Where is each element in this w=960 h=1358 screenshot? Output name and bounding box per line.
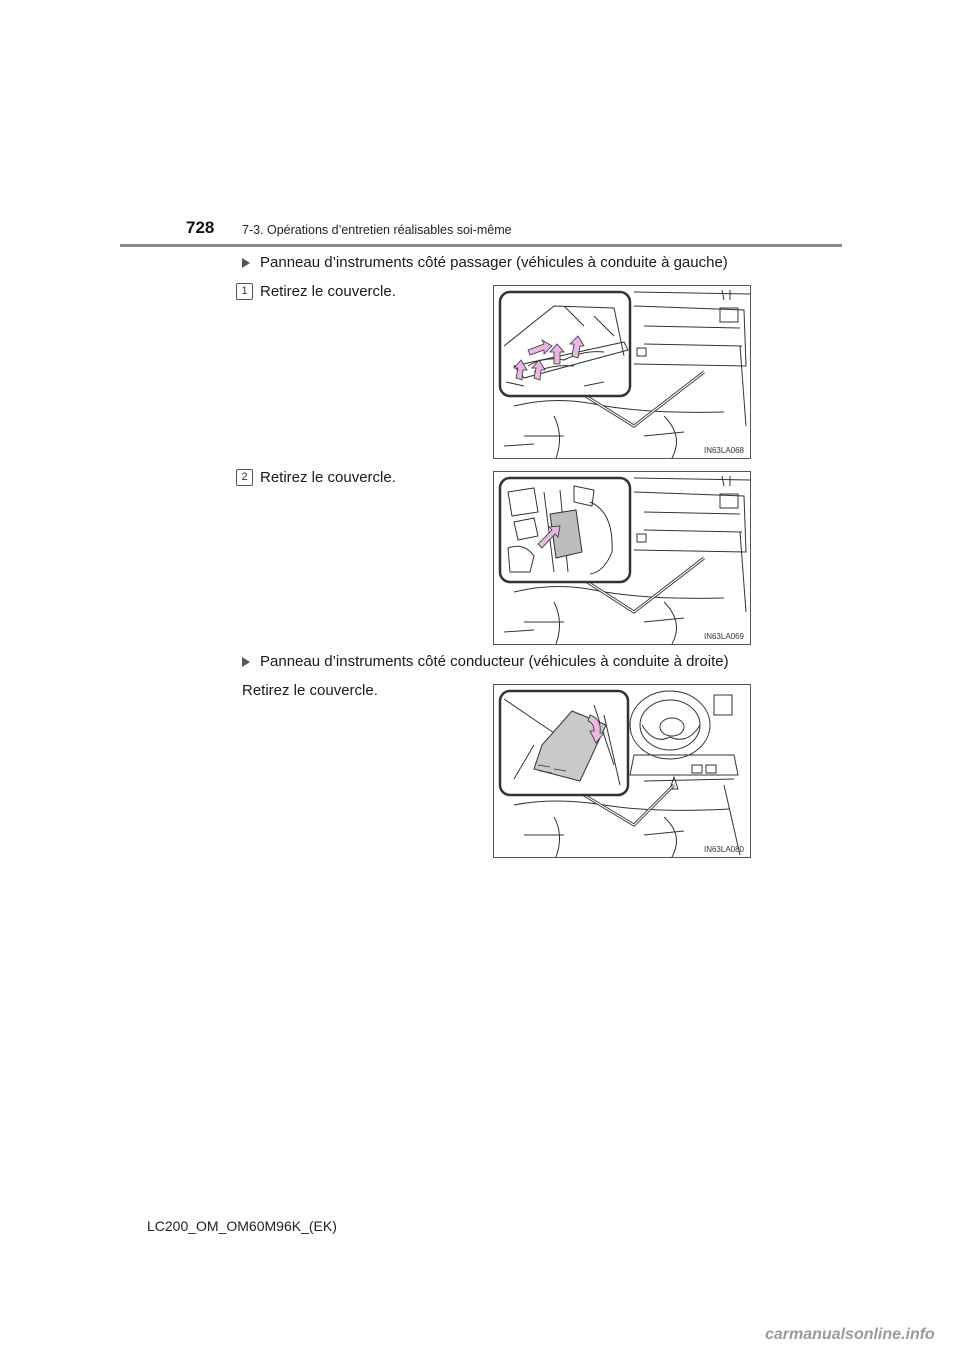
figure-passenger-cover-2 [493,471,751,645]
dashboard-illustration [494,685,750,857]
section-heading-text: Panneau d’instruments côté passager (véhicules à conduite à gauche) [260,254,728,271]
figure-passenger-cover-1 [493,285,751,459]
triangle-bullet-icon [242,258,250,268]
triangle-bullet-icon [242,657,250,667]
figure-code: IN63LA068 [703,446,744,455]
section-heading-passenger [242,254,728,271]
dashboard-illustration [494,286,750,458]
section-title: 7-3. Opérations d’entretien réalisables soi-même [242,223,512,237]
step-text-1: Retirez le couvercle. [260,283,396,300]
section-heading-driver [242,653,729,670]
step-number-1: 1 [236,283,253,300]
footer-document-code: LC200_OM_OM60M96K_(EK) [147,1218,337,1234]
step-number-2: 2 [236,469,253,486]
figure-code: IN63LA069 [703,632,744,641]
step-text-2: Retirez le couvercle. [260,469,396,486]
step-text-driver: Retirez le couvercle. [242,682,378,699]
dashboard-illustration [494,472,750,644]
figure-code: IN63LA080 [703,845,744,854]
page-number: 728 [186,218,215,237]
header-rule [120,244,842,247]
watermark: carmanualsonline.info [765,1326,935,1343]
section-heading-text: Panneau d’instruments côté conducteur (véhicules à conduite à droite) [260,653,729,670]
figure-driver-cover [493,684,751,858]
